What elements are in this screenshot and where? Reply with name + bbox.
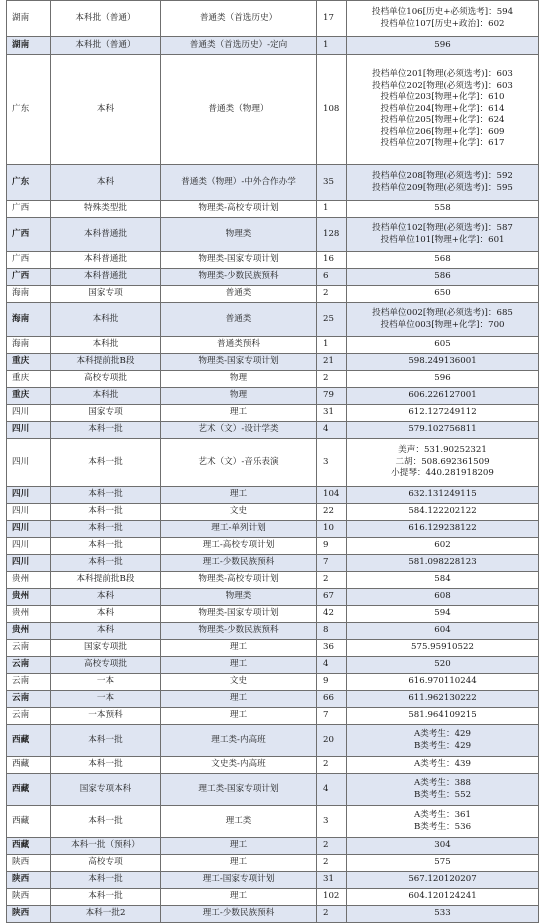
score-line: 304 [434, 840, 451, 851]
score-cell [347, 838, 539, 855]
score-line: 616.129238122 [408, 523, 477, 534]
score-cell [347, 504, 539, 521]
score-line: 604.120124241 [408, 891, 477, 902]
batch-cell: 国家专项 [51, 286, 161, 303]
province-cell: 陕西 [7, 872, 51, 889]
score-line: 650 [434, 288, 451, 299]
category-cell: 理工-高校专项计划 [161, 538, 317, 555]
category-cell: 物理类-国家专项计划 [161, 354, 317, 371]
category-cell: 文史 [161, 674, 317, 691]
province-cell: 湖南 [7, 1, 51, 37]
province-cell: 云南 [7, 657, 51, 674]
table-row [7, 708, 539, 725]
table-row [7, 303, 539, 337]
table-row [7, 165, 539, 201]
score-cell [347, 725, 539, 757]
province-cell: 广东 [7, 55, 51, 165]
category-cell: 理工-少数民族预科 [161, 555, 317, 572]
batch-cell: 本科一批 [51, 889, 161, 906]
score-cell [347, 691, 539, 708]
score-line: 投档单位201[物理(必须选考)]：603 [372, 69, 513, 80]
plan-count-cell: 7 [317, 555, 347, 572]
score-line: 投档单位002[物理(必须选考)]：685 [372, 308, 513, 318]
batch-cell: 本科一批2 [51, 906, 161, 923]
batch-cell: 本科一批 [51, 538, 161, 555]
plan-count-cell: 104 [317, 487, 347, 504]
score-cell [347, 201, 539, 218]
score-cell [347, 521, 539, 538]
category-cell: 理工 [161, 657, 317, 674]
province-cell: 广西 [7, 269, 51, 286]
category-cell: 理工-单列计划 [161, 521, 317, 538]
category-cell: 艺术（文）-音乐表演 [161, 439, 317, 487]
score-line: 558 [434, 203, 451, 214]
category-cell: 艺术（文）-设计学类 [161, 422, 317, 439]
plan-count-cell: 102 [317, 889, 347, 906]
score-cell [347, 872, 539, 889]
province-cell: 西藏 [7, 757, 51, 774]
province-cell: 四川 [7, 487, 51, 504]
score-line: 投档单位101[物理+化学]：601 [380, 234, 505, 245]
plan-count-cell: 6 [317, 269, 347, 286]
batch-cell: 本科一批 [51, 872, 161, 889]
province-cell: 四川 [7, 504, 51, 521]
score-cell [347, 354, 539, 371]
plan-count-cell: 20 [317, 725, 347, 757]
province-cell: 云南 [7, 640, 51, 657]
batch-cell: 本科一批（预科） [51, 838, 161, 855]
batch-cell: 本科批（普通） [51, 1, 161, 37]
score-cell [347, 774, 539, 806]
score-line: 584 [434, 574, 451, 585]
score-line: A类考生：388 [414, 778, 471, 788]
category-cell: 理工类-国家专项计划 [161, 774, 317, 806]
score-line: 投档单位206[物理+化学]：609 [380, 126, 505, 137]
category-cell: 理工 [161, 487, 317, 504]
score-cell [347, 606, 539, 623]
province-cell: 重庆 [7, 371, 51, 388]
score-line: 605 [434, 339, 451, 350]
table-row [7, 218, 539, 252]
province-cell: 西藏 [7, 725, 51, 757]
batch-cell: 一本 [51, 691, 161, 708]
category-cell: 物理类-高校专项计划 [161, 572, 317, 589]
table-row [7, 725, 539, 757]
table-row [7, 354, 539, 371]
plan-count-cell: 17 [317, 1, 347, 37]
province-cell: 云南 [7, 674, 51, 691]
score-line: 584.122202122 [408, 506, 477, 517]
plan-count-cell: 22 [317, 504, 347, 521]
score-line: 581.964109215 [408, 710, 477, 721]
score-line: 575 [434, 857, 451, 868]
score-line: 投档单位102[物理(必须选考)]：587 [372, 223, 513, 233]
category-cell: 物理类-高校专项计划 [161, 201, 317, 218]
plan-count-cell: 108 [317, 55, 347, 165]
province-cell: 四川 [7, 555, 51, 572]
plan-count-cell: 35 [317, 165, 347, 201]
plan-count-cell: 2 [317, 906, 347, 923]
score-cell [347, 303, 539, 337]
score-cell [347, 252, 539, 269]
category-cell: 理工 [161, 691, 317, 708]
province-cell: 四川 [7, 439, 51, 487]
province-cell: 四川 [7, 422, 51, 439]
category-cell: 普通类（物理） [161, 55, 317, 165]
batch-cell: 国家专项批 [51, 640, 161, 657]
score-cell [347, 589, 539, 606]
batch-cell: 本科普通批 [51, 252, 161, 269]
batch-cell: 本科提前批B段 [51, 572, 161, 589]
batch-cell: 本科一批 [51, 757, 161, 774]
province-cell: 西藏 [7, 806, 51, 838]
batch-cell: 特殊类型批 [51, 201, 161, 218]
table-row [7, 838, 539, 855]
category-cell: 理工-国家专项计划 [161, 872, 317, 889]
plan-count-cell: 2 [317, 572, 347, 589]
province-cell: 海南 [7, 337, 51, 354]
category-cell: 普通类预科 [161, 337, 317, 354]
score-line: 投档单位208[物理(必须选考)]：592 [372, 171, 513, 181]
province-cell: 湖南 [7, 37, 51, 55]
score-cell [347, 269, 539, 286]
province-cell: 海南 [7, 286, 51, 303]
score-line: 二胡：508.692361509 [395, 456, 490, 467]
province-cell: 贵州 [7, 606, 51, 623]
score-cell [347, 555, 539, 572]
batch-cell: 本科一批 [51, 806, 161, 838]
score-cell [347, 906, 539, 923]
batch-cell: 本科一批 [51, 521, 161, 538]
score-cell [347, 674, 539, 691]
province-cell: 贵州 [7, 623, 51, 640]
batch-cell: 一本预科 [51, 708, 161, 725]
province-cell: 贵州 [7, 589, 51, 606]
province-cell: 云南 [7, 708, 51, 725]
batch-cell: 本科提前批B段 [51, 354, 161, 371]
score-cell [347, 37, 539, 55]
admission-scores-table [6, 0, 539, 923]
plan-count-cell: 2 [317, 286, 347, 303]
plan-count-cell: 2 [317, 855, 347, 872]
score-line: 投档单位204[物理+化学]：614 [380, 103, 505, 114]
score-line: A类考生：361 [414, 810, 471, 820]
province-cell: 广西 [7, 218, 51, 252]
score-cell [347, 640, 539, 657]
score-cell [347, 657, 539, 674]
plan-count-cell: 31 [317, 872, 347, 889]
table-row [7, 889, 539, 906]
score-line: 美声：531.90252321 [398, 445, 487, 456]
plan-count-cell: 1 [317, 337, 347, 354]
batch-cell: 本科批（普通） [51, 37, 161, 55]
table-row [7, 337, 539, 354]
score-line: 604 [434, 625, 451, 636]
category-cell: 理工-少数民族预科 [161, 906, 317, 923]
category-cell: 普通类（物理）-中外合作办学 [161, 165, 317, 201]
table-body [7, 1, 539, 923]
category-cell: 物理类-少数民族预科 [161, 269, 317, 286]
score-line: B类考生：552 [413, 789, 472, 800]
category-cell: 物理类 [161, 218, 317, 252]
category-cell: 理工类 [161, 806, 317, 838]
category-cell: 普通类 [161, 303, 317, 337]
batch-cell: 本科 [51, 55, 161, 165]
plan-count-cell: 16 [317, 252, 347, 269]
score-cell [347, 889, 539, 906]
batch-cell: 国家专项本科 [51, 774, 161, 806]
table-row [7, 674, 539, 691]
score-line: 投档单位107[历史+政治]：602 [380, 18, 505, 29]
score-cell [347, 422, 539, 439]
province-cell: 贵州 [7, 572, 51, 589]
category-cell: 理工 [161, 838, 317, 855]
score-line: 小提琴：440.281918209 [391, 468, 494, 479]
province-cell: 四川 [7, 405, 51, 422]
score-cell [347, 538, 539, 555]
score-line: 投档单位106[历史+必须选考]：594 [371, 7, 514, 17]
plan-count-cell: 2 [317, 757, 347, 774]
category-cell: 理工 [161, 708, 317, 725]
table-row [7, 439, 539, 487]
score-cell [347, 757, 539, 774]
score-line: A类考生：439 [414, 759, 471, 770]
score-line: 568 [434, 254, 451, 265]
table-row [7, 521, 539, 538]
score-line: 投档单位207[物理+化学]：617 [380, 138, 505, 149]
plan-count-cell: 1 [317, 37, 347, 55]
category-cell: 理工 [161, 640, 317, 657]
score-line: 投档单位205[物理+化学]：624 [380, 115, 505, 126]
batch-cell: 本科 [51, 606, 161, 623]
province-cell: 广西 [7, 252, 51, 269]
score-line: 612.127249112 [408, 407, 477, 418]
batch-cell: 本科一批 [51, 439, 161, 487]
province-cell: 陕西 [7, 889, 51, 906]
table-row [7, 555, 539, 572]
table-row [7, 872, 539, 889]
plan-count-cell: 7 [317, 708, 347, 725]
category-cell: 物理 [161, 388, 317, 405]
category-cell: 物理类 [161, 589, 317, 606]
table-row [7, 201, 539, 218]
province-cell: 西藏 [7, 774, 51, 806]
plan-count-cell: 25 [317, 303, 347, 337]
score-line: 575.95910522 [411, 642, 474, 653]
table-row [7, 269, 539, 286]
table-row [7, 1, 539, 37]
province-cell: 海南 [7, 303, 51, 337]
score-line: 596 [434, 39, 451, 50]
score-cell [347, 806, 539, 838]
category-cell: 文史类-内高班 [161, 757, 317, 774]
category-cell: 理工 [161, 405, 317, 422]
batch-cell: 本科一批 [51, 725, 161, 757]
plan-count-cell: 1 [317, 201, 347, 218]
table-row [7, 757, 539, 774]
batch-cell: 本科 [51, 165, 161, 201]
score-cell [347, 1, 539, 37]
category-cell: 理工 [161, 855, 317, 872]
batch-cell: 高校专项批 [51, 371, 161, 388]
score-cell [347, 439, 539, 487]
score-cell [347, 572, 539, 589]
score-line: 602 [434, 540, 451, 551]
plan-count-cell: 21 [317, 354, 347, 371]
score-cell [347, 708, 539, 725]
table-row [7, 589, 539, 606]
table-row [7, 572, 539, 589]
table-row [7, 657, 539, 674]
score-cell [347, 286, 539, 303]
province-cell: 云南 [7, 691, 51, 708]
province-cell: 陕西 [7, 906, 51, 923]
score-line: 投档单位203[物理+化学]：610 [380, 92, 505, 103]
table-row [7, 487, 539, 504]
batch-cell: 本科一批 [51, 555, 161, 572]
province-cell: 陕西 [7, 855, 51, 872]
plan-count-cell: 2 [317, 838, 347, 855]
table-row [7, 623, 539, 640]
score-line: 616.970110244 [408, 676, 477, 687]
category-cell: 普通类（首选历史） [161, 1, 317, 37]
batch-cell: 高校专项批 [51, 657, 161, 674]
score-line: 533 [434, 908, 451, 919]
batch-cell: 本科一批 [51, 487, 161, 504]
batch-cell: 本科 [51, 589, 161, 606]
category-cell: 理工 [161, 889, 317, 906]
plan-count-cell: 4 [317, 422, 347, 439]
plan-count-cell: 42 [317, 606, 347, 623]
category-cell: 物理类-国家专项计划 [161, 606, 317, 623]
batch-cell: 本科一批 [51, 504, 161, 521]
score-cell [347, 388, 539, 405]
province-cell: 广西 [7, 201, 51, 218]
score-cell [347, 218, 539, 252]
table-row [7, 252, 539, 269]
score-line: 608 [434, 591, 451, 602]
plan-count-cell: 9 [317, 674, 347, 691]
plan-count-cell: 128 [317, 218, 347, 252]
score-cell [347, 487, 539, 504]
score-line: 596 [434, 373, 451, 384]
table-row [7, 504, 539, 521]
plan-count-cell: 2 [317, 371, 347, 388]
table-row [7, 774, 539, 806]
score-line: 投档单位003[物理+化学]：700 [380, 319, 505, 330]
table-row [7, 906, 539, 923]
province-cell: 重庆 [7, 388, 51, 405]
score-line: 投档单位209[物理(必须选考)]：595 [372, 182, 513, 193]
plan-count-cell: 4 [317, 657, 347, 674]
score-cell [347, 337, 539, 354]
batch-cell: 本科批 [51, 388, 161, 405]
score-line: 投档单位202[物理(必须选考)]：603 [372, 80, 513, 91]
table-row [7, 422, 539, 439]
plan-count-cell: 66 [317, 691, 347, 708]
table-row [7, 388, 539, 405]
table-row [7, 538, 539, 555]
category-cell: 理工类-内高班 [161, 725, 317, 757]
plan-count-cell: 79 [317, 388, 347, 405]
table-row [7, 806, 539, 838]
table-row [7, 640, 539, 657]
province-cell: 重庆 [7, 354, 51, 371]
table-row [7, 371, 539, 388]
plan-count-cell: 31 [317, 405, 347, 422]
table-row [7, 855, 539, 872]
score-line: B类考生：429 [413, 740, 472, 751]
score-line: 632.131249115 [408, 489, 477, 500]
score-line: 598.249136001 [408, 356, 477, 367]
score-cell [347, 623, 539, 640]
score-line: 586 [434, 271, 451, 282]
score-cell [347, 405, 539, 422]
plan-count-cell: 3 [317, 439, 347, 487]
category-cell: 文史 [161, 504, 317, 521]
province-cell: 四川 [7, 538, 51, 555]
score-line: 581.098228123 [408, 557, 477, 568]
batch-cell: 国家专项 [51, 405, 161, 422]
table-row [7, 405, 539, 422]
score-line: A类考生：429 [414, 729, 471, 739]
batch-cell: 本科普通批 [51, 269, 161, 286]
table-row [7, 286, 539, 303]
score-line: 606.226127001 [408, 390, 477, 401]
table-row [7, 691, 539, 708]
score-cell [347, 371, 539, 388]
score-line: 579.102756811 [408, 424, 477, 435]
plan-count-cell: 10 [317, 521, 347, 538]
score-line: 594 [434, 608, 451, 619]
score-line: 611.962130222 [408, 693, 477, 704]
province-cell: 四川 [7, 521, 51, 538]
plan-count-cell: 67 [317, 589, 347, 606]
plan-count-cell: 3 [317, 806, 347, 838]
province-cell: 广东 [7, 165, 51, 201]
plan-count-cell: 8 [317, 623, 347, 640]
category-cell: 普通类 [161, 286, 317, 303]
category-cell: 普通类（首选历史）-定向 [161, 37, 317, 55]
score-line: B类考生：536 [413, 821, 472, 832]
score-line: 567.120120207 [408, 874, 477, 885]
score-cell [347, 55, 539, 165]
batch-cell: 高校专项 [51, 855, 161, 872]
category-cell: 物理类-国家专项计划 [161, 252, 317, 269]
batch-cell: 本科批 [51, 303, 161, 337]
category-cell: 物理 [161, 371, 317, 388]
batch-cell: 本科普通批 [51, 218, 161, 252]
batch-cell: 一本 [51, 674, 161, 691]
table-row [7, 55, 539, 165]
batch-cell: 本科一批 [51, 422, 161, 439]
table-row [7, 606, 539, 623]
plan-count-cell: 4 [317, 774, 347, 806]
table-row [7, 37, 539, 55]
score-cell [347, 165, 539, 201]
batch-cell: 本科批 [51, 337, 161, 354]
score-cell [347, 855, 539, 872]
batch-cell: 本科 [51, 623, 161, 640]
province-cell: 西藏 [7, 838, 51, 855]
category-cell: 物理类-少数民族预科 [161, 623, 317, 640]
plan-count-cell: 9 [317, 538, 347, 555]
plan-count-cell: 36 [317, 640, 347, 657]
score-line: 520 [434, 659, 451, 670]
